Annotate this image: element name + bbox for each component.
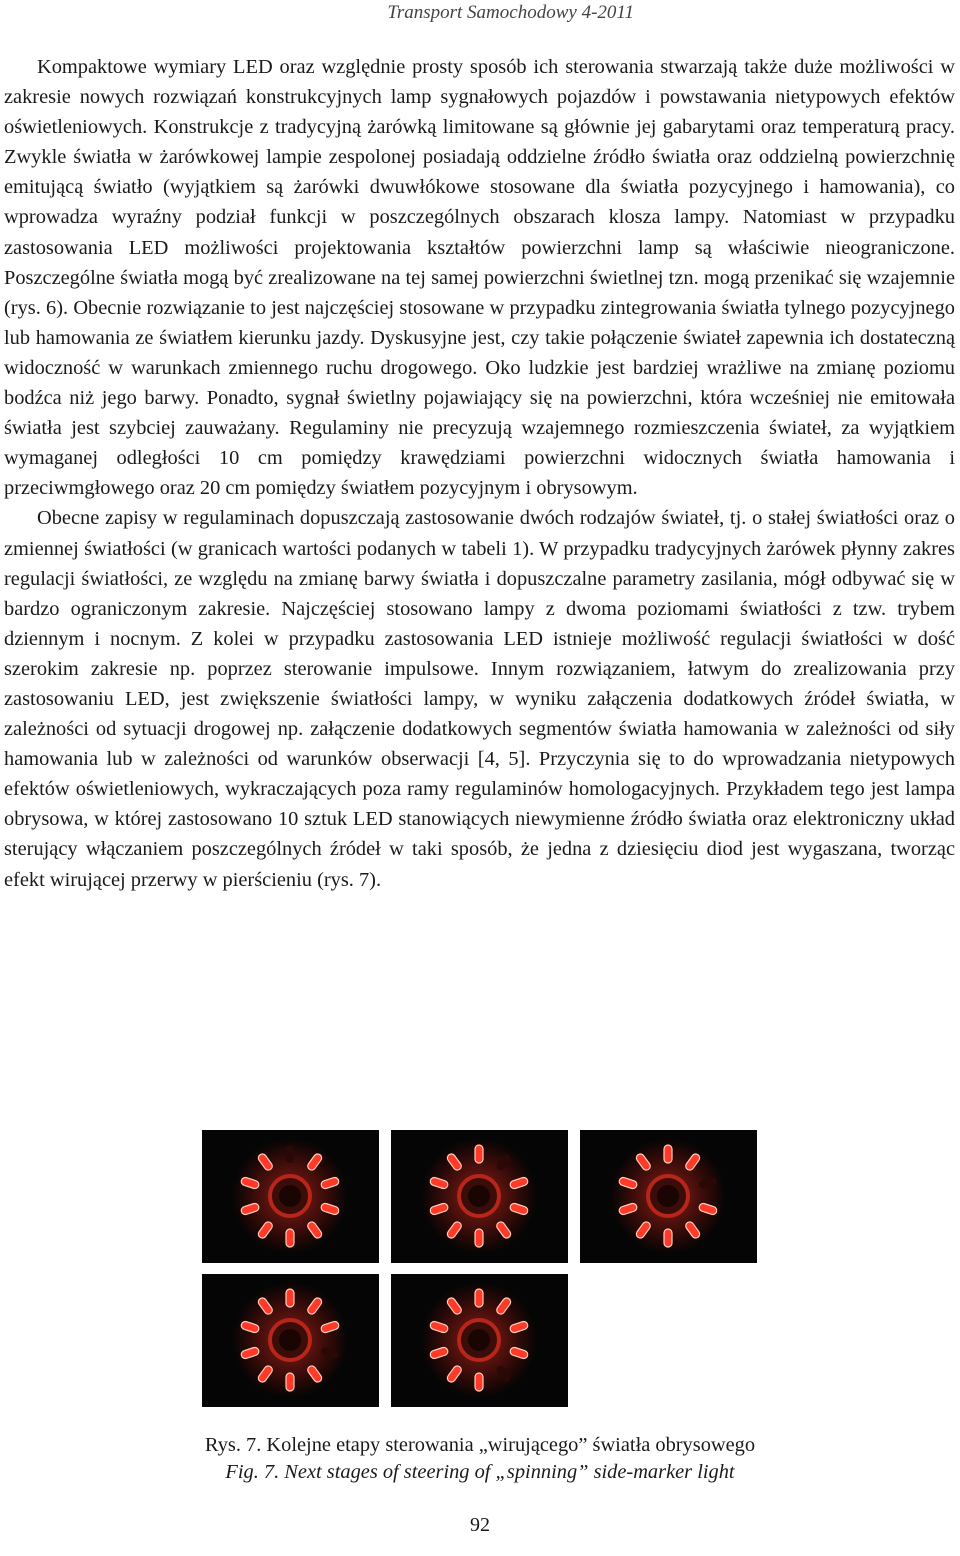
lamp-svg	[391, 1130, 568, 1263]
led-on	[475, 1289, 483, 1307]
led-on	[286, 1289, 294, 1307]
led-figure	[202, 1130, 755, 1420]
led-off	[286, 1145, 294, 1163]
lamp-center	[657, 1185, 679, 1207]
lamp-svg	[202, 1130, 379, 1263]
lamp-center	[468, 1329, 490, 1351]
lamp-photo-3	[580, 1130, 757, 1263]
led-on	[475, 1145, 483, 1163]
led-on	[475, 1373, 483, 1391]
article-body	[4, 52, 955, 895]
lamp-center	[279, 1329, 301, 1351]
page-number: 92	[470, 1514, 490, 1536]
lamp-svg	[391, 1274, 568, 1407]
led-on	[286, 1229, 294, 1247]
figure-caption-english: Fig. 7. Next stages of steering of „spinning” side-marker light	[225, 1461, 735, 1483]
led-on	[286, 1373, 294, 1391]
lamp-svg	[202, 1274, 379, 1407]
lamp-photo-5	[391, 1274, 568, 1407]
journal-header: Transport Samochodowy 4-2011	[387, 2, 634, 23]
led-on	[475, 1229, 483, 1247]
led-on	[664, 1229, 672, 1247]
paragraph-1: Kompaktowe wymiary LED oraz względnie prosty sposób ich sterowania stwarzają także duże możliwości w zakresie nowych rozwiązań konstrukcyjnych lamp sygnałowych pojazdów i powstawania nietypowych efektów oświetleniowych. Konstrukcje z tradycyjną żarówką limitowane są głównie jej gabarytami oraz temperaturą pracy. Zwykle światła w żarówkowej lampie zespolonej posiadają oddzielne źródło światła oraz oddzielną powierzchnię emitującą światło (wyjątkiem są żarówki dwuwłókowe stosowane dla światła pozycyjnego i hamowania), co wprowadza wyraźny podział funkcji w poszczególnych obszarach klosza lampy. Natomiast w przypadku zastosowania LED możliwości projektowania kształtów powierzchni lamp są właściwie nieograniczone. Poszczególne światła mogą być zrealizowane na tej samej powierzchni świetlnej tzn. mogą przenikać się wzajemnie (rys. 6). Obecnie rozwiązanie to jest najczęściej stosowane w przypadku zintegrowania światła tylnego pozycyjnego lub hamowania ze światłem kierunku jazdy. Dyskusyjne jest, czy takie połączenie świateł zapewnia ich dostateczną widoczność w warunkach zmiennego ruchu drogowego. Oko ludzkie jest bardziej wrażliwe na zmianę poziomu bodźca niż jego barwy. Ponadto, sygnał świetlny pojawiający się na powierzchni, która wcześniej nie emitowała światła jest szybciej zauważany. Regulaminy nie precyzują wzajemnego rozmieszczenia świateł, za wyjątkiem wymaganej odległości 10 cm pomiędzy krawędziami powierzchni widocznych światła hamowania i przeciwmgłowego oraz 20 cm pomiędzy światłem pozycyjnym i obrysowym.	[4, 56, 955, 500]
lamp-photo-1	[202, 1130, 379, 1263]
lamp-svg	[580, 1130, 757, 1263]
lamp-center	[279, 1185, 301, 1207]
lamp-center	[468, 1185, 490, 1207]
lamp-photo-4	[202, 1274, 379, 1407]
paragraph-2: Obecne zapisy w regulaminach dopuszczają zastosowanie dwóch rodzajów świateł, tj. o stałej światłości oraz o zmiennej światłości (w granicach wartości podanych w tabeli 1). W przypadku tradycyjnych żarówek płynny zakres regulacji światłości, ze względu na zmianę barwy światła i dopuszczalne parametry zasilania, mógł odbywać się w bardzo ograniczonym zakresie. Najczęściej stosowano lampy z dwoma poziomami światłości z tzw. trybem dziennym i nocnym. Z kolei w przypadku zastosowania LED istnieje możliwość regulacji światłości w dość szerokim zakresie np. poprzez sterowanie impulsowe. Innym rozwiązaniem, łatwym do zrealizowania przy zastosowaniu LED, jest zwiększenie światłości lampy, w wyniku załączenia dodatkowych źródeł światła, w zależności od sytuacji drogowej np. załączenie dodatkowych segmentów światła hamowania w zależności od siły hamowania lub w zależności od warunków obserwacji [4, 5]. Przyczynia się to do wprowadzania nietypowych efektów oświetleniowych, wykraczających poza ramy regulaminów homologacyjnych. Przykładem tego jest lampa obrysowa, w której zastosowano 10 sztuk LED stanowiących niewymienne źródło światła oraz elektroniczny układ sterujący włączaniem poszczególnych źródeł w taki sposób, że jedna z dziesięciu diod jest wygaszana, tworząc efekt wirującej przerwy w pierścieniu (rys. 7).	[4, 507, 955, 891]
figure-caption-polish: Rys. 7. Kolejne etapy sterowania „wirującego” światła obrysowego	[204, 1434, 756, 1456]
led-on	[664, 1145, 672, 1163]
lamp-photo-2	[391, 1130, 568, 1263]
